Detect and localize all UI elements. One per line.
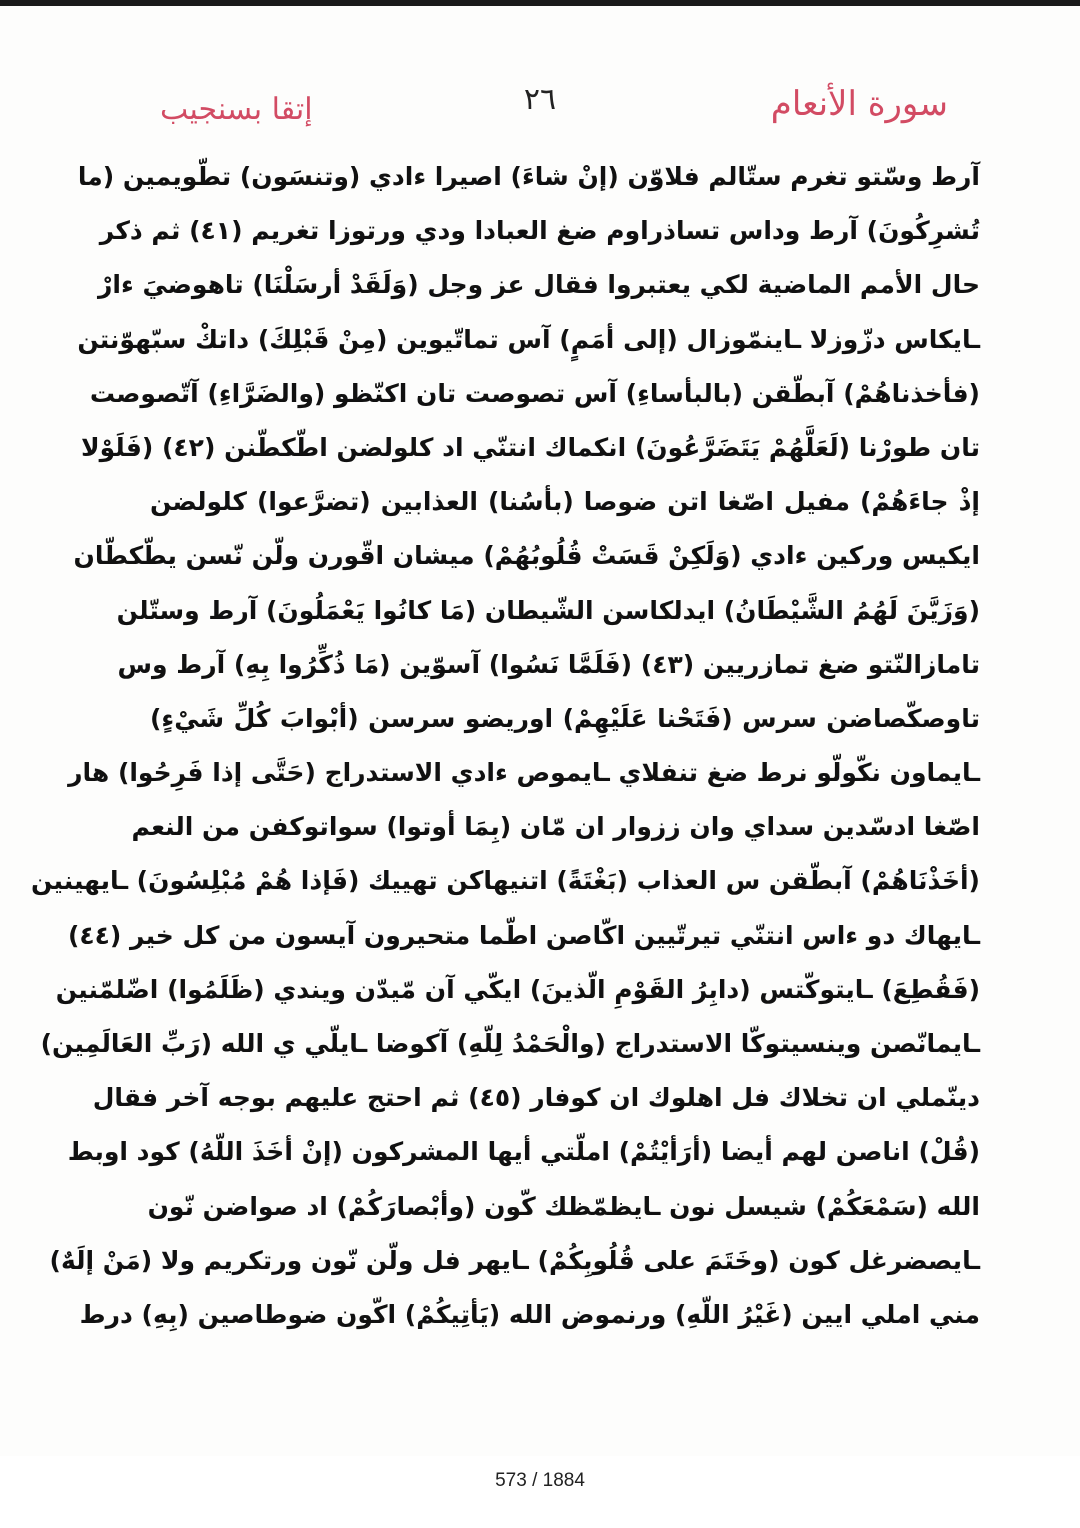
text-line: آرط وسّتو تغرم ستّالم فلاوّن (إنْ شاءَ) اصيرا ءادي (وتنسَون) تطّويمين (ما <box>77 162 980 191</box>
text-line: (أخَذْنَاهُمْ) آبطّقن س العذاب (بَغْتَةً) اتنيهاكن تهييك (فَإذا هُمْ مُبْلِسُونَ) ـايهينين <box>31 866 980 896</box>
text-line: الله (سَمْعَكُمْ) شيسل نون ـايظمّظك كّون (وأبْصارَكُمْ) اد صواضن نّون <box>147 1191 980 1221</box>
page-counter: 573 / 1884 <box>495 1470 585 1491</box>
text-line: تان طورْنا (لَعَلَّهُمْ يَتَضَرَّعُونَ) انكماك انتنّي اد كلولضن اطّكطّنن (٤٢) (فَلَوْلا <box>80 432 980 462</box>
text-line: اصّغا ادسّدين سداي وان ززوار ان مّان (بِمَا أوتوا) سواتوكفن من النعم <box>131 812 980 842</box>
body-text <box>31 150 980 1342</box>
text-line: تاوصكّصاضن سرس (فَتَحْنا عَلَيْهِمْ) اوريضو سرسن (أبْوابَ كُلِّ شَيْءٍ) <box>150 703 980 733</box>
text-line: (قُلْ) اناصن لهم أيضا (أرَأيْتُمْ) املّتي أيها المشركون (إنْ أخَذَ اللّهُ) كود اوبط <box>67 1137 980 1167</box>
surah-title: سورة الأنعام <box>770 84 948 124</box>
text-line: تامازالنّتو ضغ تمازريين (٤٣) (فَلَمَّا نَسُوا) آسوّين (مَا ذُكِّرُوا بِهِ) آرط وس <box>117 649 980 679</box>
text-line: ـايكاس دزّوزلا ـاينمّوزال (إلى أمَمٍ) آس تماتّيوين (مِنْ قَبْلِكَ) داتكْ سبّهوّنتن <box>77 324 980 354</box>
text-line: دينّملي ان تخلاك فل اهلوك ان كوفار (٤٥) ثم احتج عليهم بوجه آخر فقال <box>92 1083 980 1113</box>
text-line: (فَقُطِعَ) ـايتوكّتس (دابِرُ القَوْمِ الّذينَ) ايكّي آن مّيدّن ويندي (ظَلَمُوا) اضّلمّنين <box>55 974 980 1004</box>
text-line: ايكيس وركين ءادي (وَلَكِنْ قَسَتْ قُلُوبُهُمْ) ميشان اقّورن ولّن نّسن يطّكطّان <box>73 541 980 571</box>
text-line: ـايهاك دو ءاس انتنّي تيرتّيين اكّاصن اطّما متحيرون آيسون من كل خير (٤٤) <box>67 920 980 950</box>
text-line: ـايصضرغل كون (وخَتَمَ على قُلُوبِكُمْ) ـايهر فل ولّن نّون ورتكريم ولا (مَنْ إلَهٌ) <box>49 1245 980 1275</box>
text-line: ـايمانّصن وينسيتوكّا الاستدراج (والْحَمْدُ لِلّهِ) آكوضا ـايلّي ي الله (رَبِّ العَالَمِين) <box>40 1029 980 1058</box>
text-line: إذْ جاءَهُمْ) مفيل اصّغا اتن ضوصا (بأسُنا) العذابين (تضرَّعوا) كلولضن <box>150 487 980 517</box>
page-number: ٢٦ <box>523 82 557 117</box>
text-line: ـايماون نكّولّو نرط ضغ تنفلاي ـايموص ءادي الاستدراج (حَتَّى إذا فَرِحُوا) هار <box>68 758 980 788</box>
text-line: (فأخذناهُمْ) آبطّقن (بالبأساءِ) آس تصوصت تان اكنّظو (والضَرَّاءِ) آتّصوصت <box>89 378 980 408</box>
text-line: تُشرِكُونَ) آرط وداس تساذراوم ضغ العبادا ودي ورتوزا تغريم (٤١) ثم ذكر <box>99 216 980 246</box>
margin-note: إتقا بسنجيب <box>160 92 313 127</box>
text-line: حال الأمم الماضية لكي يعتبروا فقال عز وجل (وَلَقَدْ أرسَلْنَا) تاهوضيَ ءارْ <box>98 270 980 300</box>
text-line: مني املي ايين (غَيْرُ اللّهِ) ورنموض الله (يَأتِيكُمْ) اكّون ضوطاصين (بِهِ) درط <box>79 1299 980 1329</box>
text-line: (وَزَيَّنَ لَهُمُ الشَّيْطَانُ) ايدلكاسن الشّيطان (مَا كانُوا يَعْمَلُونَ) آرط وستّلن <box>116 595 980 625</box>
